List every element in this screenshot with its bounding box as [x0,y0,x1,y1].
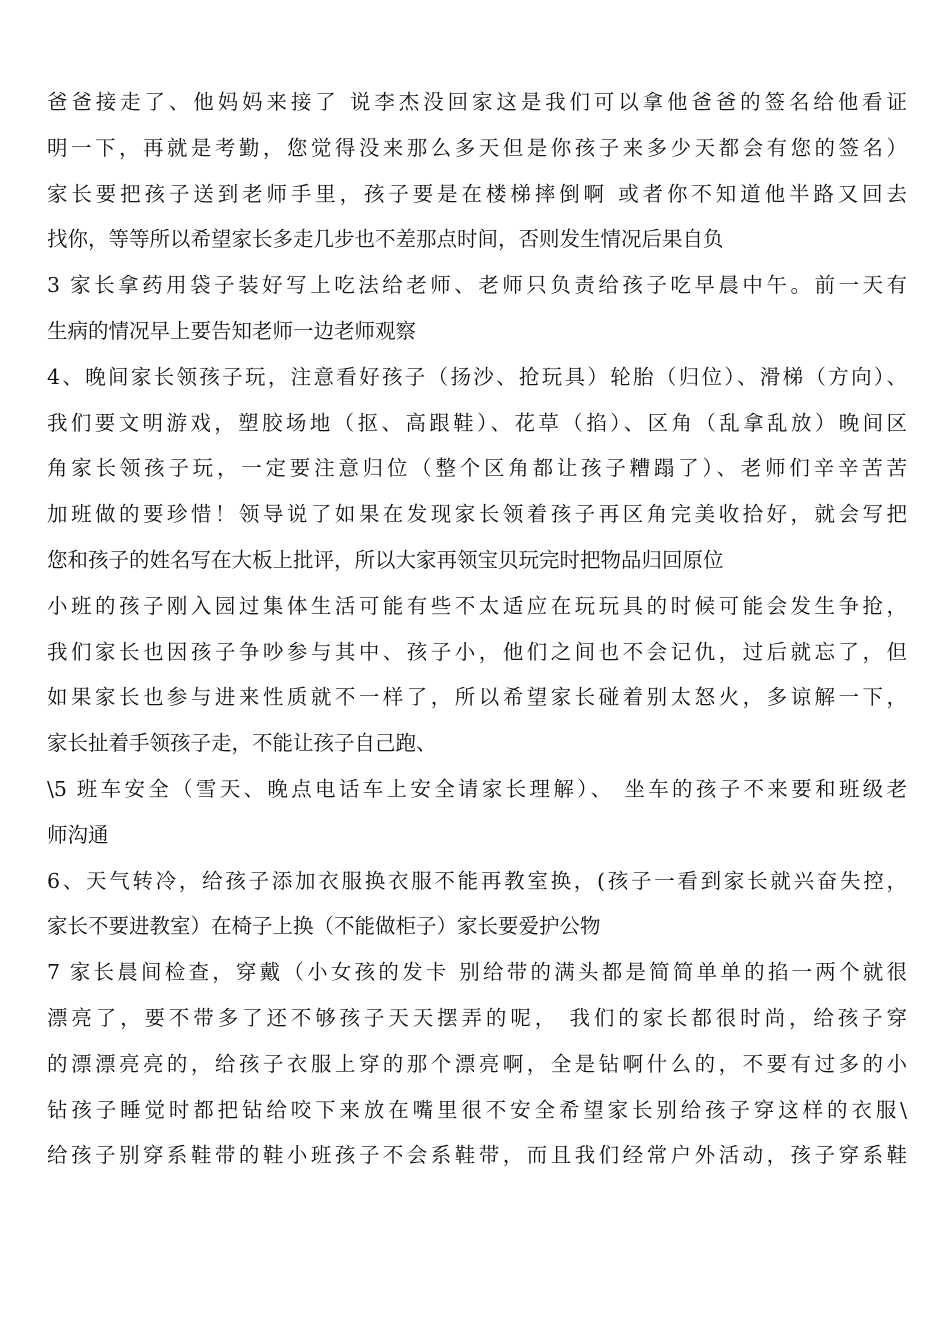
text-line: 4、晚间家长领孩子玩，注意看好孩子（扬沙、抢玩具）轮胎（归位）、滑梯（方向）、 [47,364,907,389]
text-line: 明一下，再就是考勤，您觉得没来那么多天但是你孩子来多少天都会有您的签名） [47,135,907,160]
text-line: 找你，等等所以希望家长多走几步也不差那点时间，否则发生情况后果自负 [47,227,724,252]
text-line: 师沟通 [47,822,109,847]
text-line: 生病的情况早上要告知老师一边老师观察 [47,318,416,343]
text-line: 6、天气转冷，给孩子添加衣服换衣服不能再教室换，(孩子一看到家长就兴奋失控， [47,868,907,893]
text-line: 家长要把孩子送到老师手里，孩子要是在楼梯摔倒啊 或者你不知道他半路又回去 [47,181,907,206]
text-line: 加班做的要珍惜！领导说了如果在发现家长领着孩子再区角完美收拾好，就会写把 [47,502,907,527]
document-body [47,80,907,1179]
text-line: 漂亮了，要不带多了还不够孩子天天摆弄的呢， 我们的家长都很时尚，给孩子穿 [47,1005,907,1030]
text-line: 3 家长拿药用袋子装好写上吃法给老师、老师只负责给孩子吃早晨中午。前一天有 [47,273,907,298]
text-line: 给孩子别穿系鞋带的鞋小班孩子不会系鞋带，而且我们经常户外活动，孩子穿系鞋 [47,1143,907,1168]
text-line: \5 班车安全（雪天、晚点电话车上安全请家长理解）、 坐车的孩子不来要和班级老 [47,776,907,801]
text-line: 如果家长也参与进来性质就不一样了，所以希望家长碰着别太怒火，多谅解一下， [47,685,907,710]
text-line: 我们要文明游戏，塑胶场地（抠、高跟鞋）、花草（掐）、区角（乱拿乱放）晚间区 [47,410,907,435]
text-line: 家长不要进教室）在椅子上换（不能做柜子）家长要爱护公物 [47,914,601,939]
text-line: 小班的孩子刚入园过集体生活可能有些不太适应在玩玩具的时候可能会发生争抢， [47,593,907,618]
text-line: 角家长领孩子玩，一定要注意归位（整个区角都让孩子糟蹋了）、老师们辛辛苦苦 [47,456,907,481]
text-line: 钻孩子睡觉时都把钻给咬下来放在嘴里很不安全希望家长别给孩子穿这样的衣服\ [47,1097,907,1122]
text-line: 您和孩子的姓名写在大板上批评，所以大家再领宝贝玩完时把物品归回原位 [47,547,724,572]
text-line: 的漂漂亮亮的，给孩子衣服上穿的那个漂亮啊，全是钻啊什么的，不要有过多的小 [47,1051,907,1076]
text-line: 家长扯着手领孩子走，不能让孩子自己跑、 [47,731,437,756]
text-line: 7 家长晨间检查，穿戴（小女孩的发卡 别给带的满头都是简简单单的掐一两个就很 [47,960,907,985]
text-line: 爸爸接走了、他妈妈来接了 说李杰没回家这是我们可以拿他爸爸的签名给他看证 [47,90,907,114]
text-line: 我们家长也因孩子争吵参与其中、孩子小，他们之间也不会记仇，过后就忘了，但 [47,639,907,664]
